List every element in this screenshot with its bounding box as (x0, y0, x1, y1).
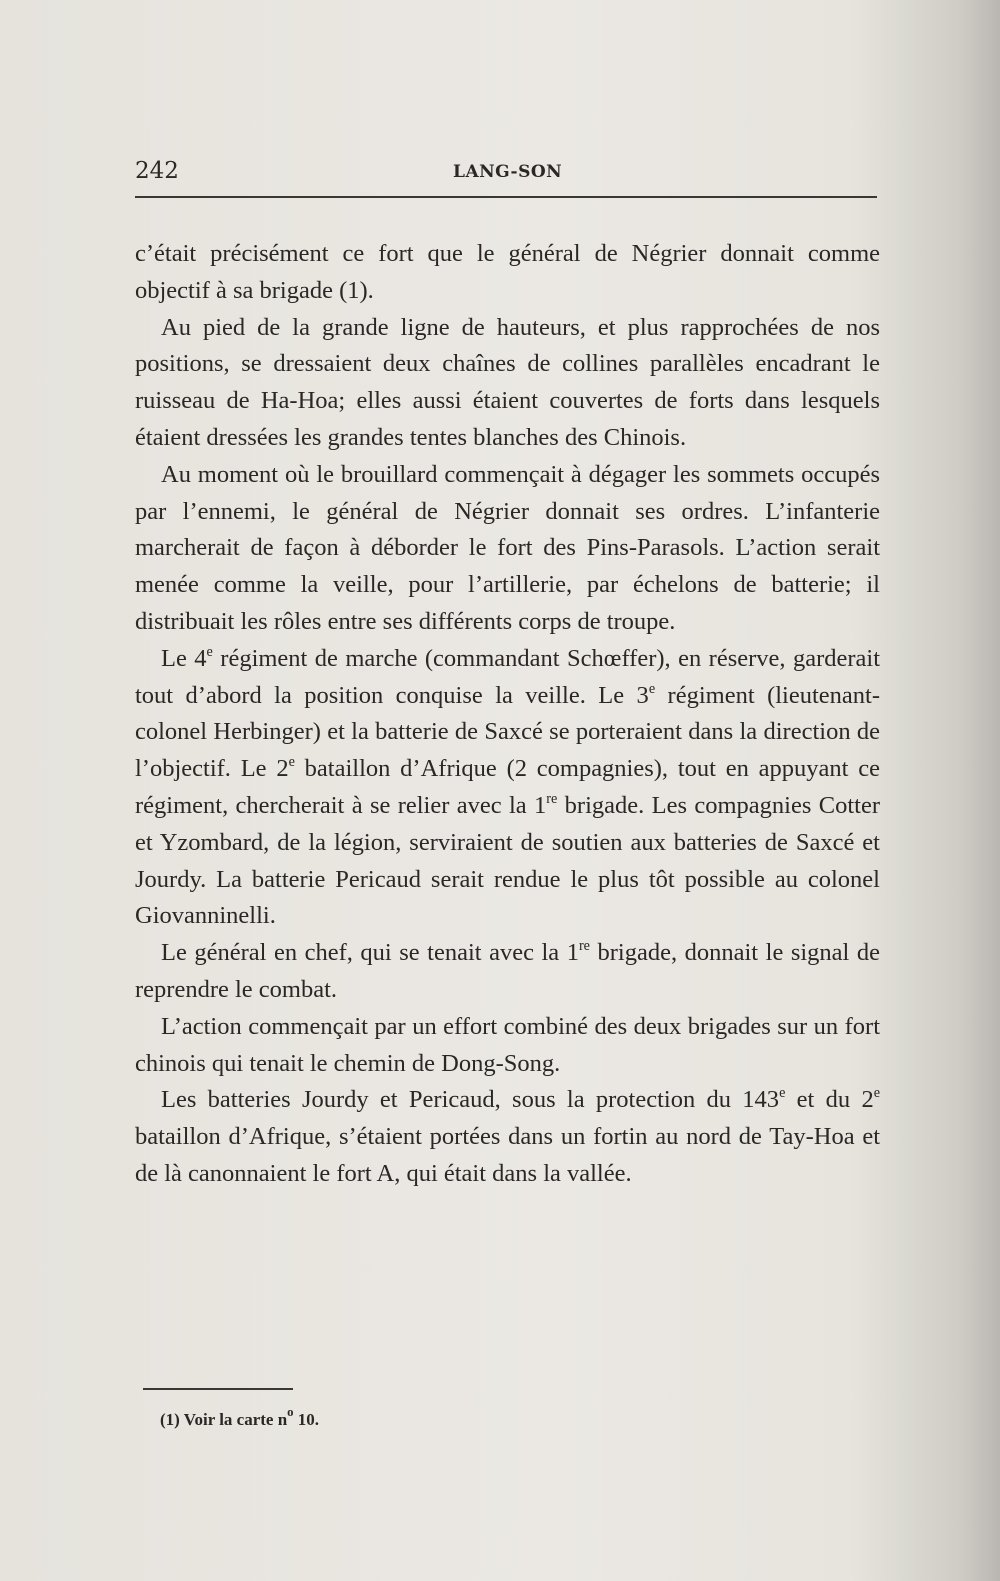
paragraph-7-text: Les batteries Jourdy et Pericaud, sous la protection du 143 (161, 1086, 780, 1114)
footnote-superscript: o (287, 1405, 294, 1420)
footnote (160, 1405, 320, 1430)
footnote-text: (1) Voir la carte n (160, 1410, 288, 1429)
ordinal-suffix: e (779, 1085, 786, 1102)
page-number: 242 (135, 158, 179, 184)
page-header (135, 158, 875, 188)
body-text (135, 236, 880, 1193)
paragraph-7-text: bataillon d’Afrique, s’étaient portées dans un fortin au nord de Tay-Hoa et de là canonnaient le fort A, qui était dans la vallée. (135, 1123, 880, 1187)
paragraph-3: Au moment où le brouillard commençait à dégager les sommets occupés par l’ennemi, le général de Négrier donnait ses ordres. L’infanterie marcherait de façon à déborder le fort des Pins-Parasols. L’action serait menée comme la veille, pour l’artillerie, par échelons de batterie; il distribuait les rôles entre ses différents corps de troupe. (135, 460, 880, 635)
paragraph-4-text: bataillon d’Afrique (2 compagnies), tout en appuyant ce régiment, chercherait à se relier avec la 1 (135, 755, 880, 819)
paragraph-7 (135, 1082, 880, 1192)
ordinal-suffix: e (873, 1085, 881, 1102)
paragraph-4-text: régiment (lieutenant-colonel Herbinger) et la batterie de Saxcé se porteraient dans la direction de l’objectif. Le 2 (135, 681, 880, 783)
paragraph-4-text: brigade. Les compagnies Cotter et Yzombard, de la légion, serviraient de soutien aux batteries de Saxcé et Jourdy. La batterie Pericaud serait rendue le plus tôt possible au colonel Giovanninelli. (135, 791, 880, 930)
ordinal-suffix: re (546, 791, 558, 808)
paragraph-4-text: Le 4 (161, 644, 207, 672)
running-title: LANG-SON (453, 162, 563, 182)
paragraph-5-text: brigade, donnait le signal de reprendre le combat. (135, 939, 880, 1003)
footnote-text: 10. (293, 1410, 320, 1429)
paragraph-1: c’était précisément ce fort que le général de Négrier donnait comme objectif à sa brigade (1). (135, 240, 880, 304)
footnote-rule (143, 1388, 293, 1390)
paragraph-5-text: Le général en chef, qui se tenait avec la 1 (161, 939, 579, 967)
paragraph-4 (135, 641, 880, 935)
ordinal-suffix: e (206, 643, 213, 660)
ordinal-suffix: e (648, 680, 656, 697)
paragraph-2: Au pied de la grande ligne de hauteurs, et plus rapprochées de nos positions, se dressaient deux chaînes de collines parallèles encadrant le ruisseau de Ha-Hoa; elles aussi étaient couvertes de forts dans lesquels étaient dressées les grandes tentes blanches des Chinois. (135, 313, 880, 451)
paragraph-7-text: et du 2 (785, 1086, 874, 1114)
paragraph-5 (135, 935, 880, 1009)
header-rule (135, 196, 877, 198)
ordinal-suffix: re (578, 938, 590, 955)
ordinal-suffix: e (288, 754, 295, 771)
paragraph-6: L’action commençait par un effort combiné des deux brigades sur un fort chinois qui tenait le chemin de Dong-Song. (135, 1012, 880, 1077)
paragraph-4-text: régiment de marche (commandant Schœffer), en réserve, garderait tout d’abord la position conquise la veille. Le 3 (135, 644, 880, 709)
